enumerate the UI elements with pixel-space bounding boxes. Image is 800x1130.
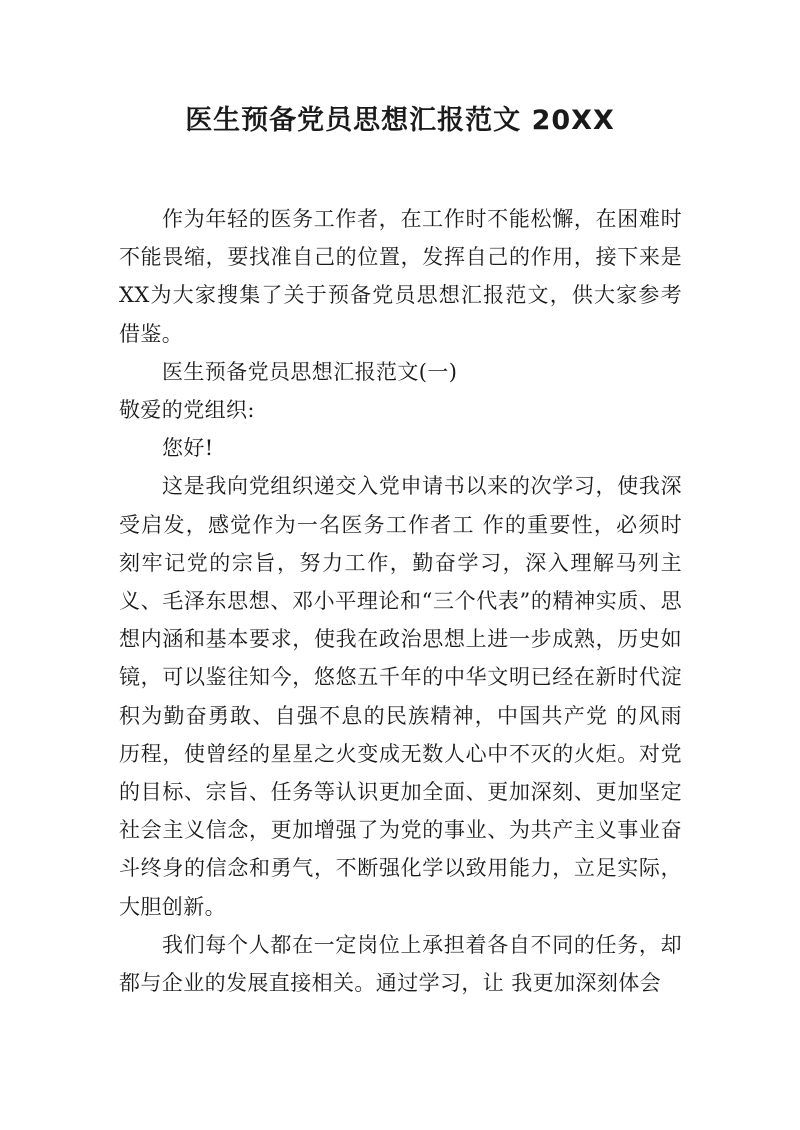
section-heading: 医生预备党员思想汇报范文(一) xyxy=(162,359,458,384)
salutation: 敬爱的党组织: xyxy=(119,398,255,423)
body-paragraph-2: 我们每个人都在一定岗位上承担着各自不同的任务，却都与企业的发展直接相关。通过学习，让 我更加深刻体会 xyxy=(119,932,682,996)
body-paragraph-1: 这是我向党组织递交入党申请书以来的次学习，使我深受启发，感觉作为一名医务工作者工 作的重要性，必须时刻牢记党的宗旨，努力工作，勤奋学习，深入理解马列主义、毛泽东思想、邓小平理论和“三个代表”的精神实质、思想内涵和基本要求，使我在政治思想上进一步成熟，历史如镜，可以鉴往知今，悠悠五千年的中华文明已经在新时代淀积为勤奋勇敢、自强不息的民族精神，中国共产党 的风雨历程，使曾经的星星之火变成无数人心中不灭的火炬。对党的目标、宗旨、任务等认识更加全面、更加深刻、更加坚定社会主义信念，更加增强了为党的事业、为共产主义事业奋斗终身的信念和勇气，不断强化学以致用能力，立足实际，大胆创新。 xyxy=(119,474,682,919)
intro-paragraph: 作为年轻的医务工作者，在工作时不能松懈，在困难时不能畏缩，要找准自己的位置，发挥自己的作用，接下来是XX为大家搜集了关于预备党员思想汇报范文，供大家参考借鉴。 xyxy=(119,207,682,346)
greeting: 您好! xyxy=(162,436,214,461)
document-title: 医生预备党员思想汇报范文 20XX xyxy=(185,105,615,136)
document-body xyxy=(119,200,682,1002)
